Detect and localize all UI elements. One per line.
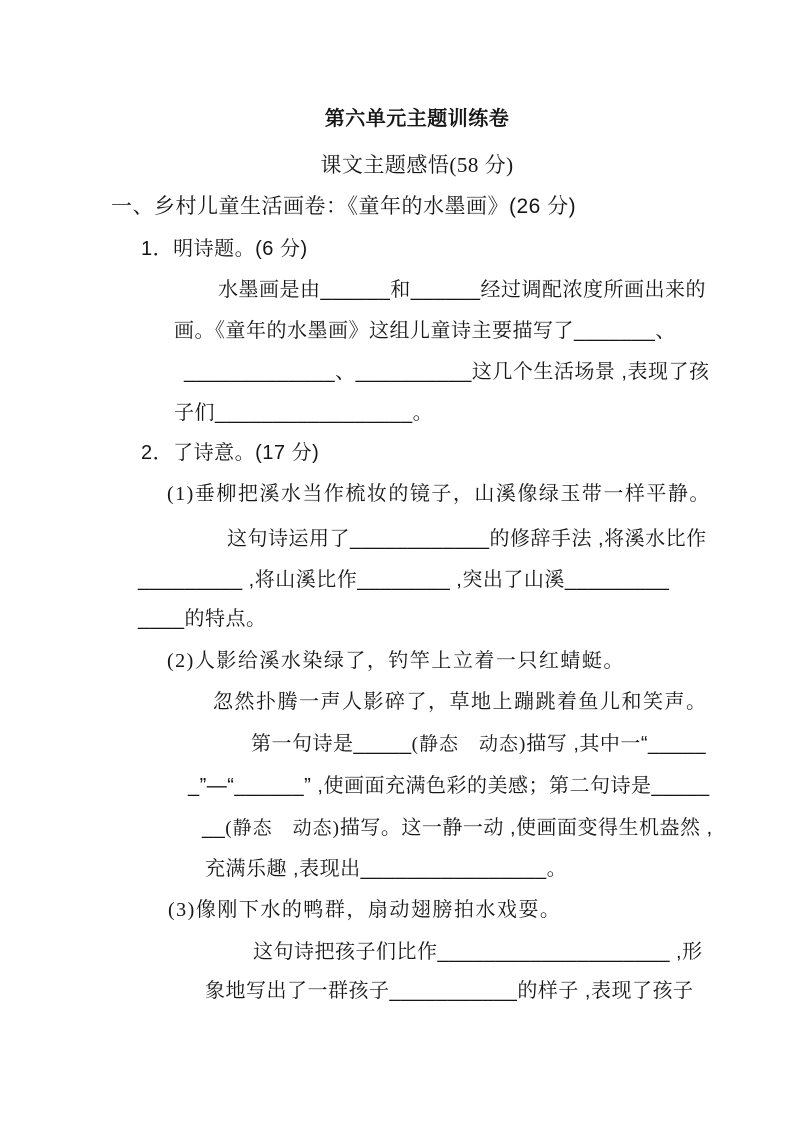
q2-2-poem-2: 忽然扑腾一声人影碎了，草地上蹦跳着鱼儿和笑声。 [213, 691, 708, 713]
q2-2-answer-2: _”—“______” ,使画面充满色彩的美感；第二句诗是_____ [188, 775, 710, 797]
q2-3-answer-2: 象地写出了一群孩子___________的样子 ,表现了孩子 [205, 980, 694, 1002]
q2-1-answer-3: ____的特点。 [138, 608, 267, 630]
q1-label: 1．明诗题。(6 分) [141, 238, 308, 260]
q2-2-answer-3-post: 描写。这一静一动 ,使画面变得生机盎然 , [339, 817, 713, 839]
q2-3-answer-1: 这句诗把孩子们比作____________________ ,形 [253, 941, 703, 963]
q1-line-3: _____________、__________这几个生活场景 ,表现了孩 [184, 361, 710, 383]
doc-title: 第六单元主题训练卷 [324, 108, 510, 130]
q2-2-answer-1-pre: 第一句诗是_____ [251, 733, 412, 755]
q2-2-answer-4: 充满乐趣 ,表现出________________。 [205, 858, 568, 880]
section-heading: 一、乡村儿童生活画卷：《童年的水墨画》(26 分) [111, 195, 577, 218]
q2-2-answer-3-pre: __ [202, 817, 226, 839]
q2-1-answer-2: _________ ,将山溪比作________ ,突出了山溪_________ [138, 569, 670, 591]
q2-2-answer-3-options: (静态 动态) [225, 818, 340, 839]
q2-2-answer-3 [202, 815, 713, 842]
q1-line-2: 画。《童年的水墨画》这组儿童诗主要描写了_______、 [174, 320, 676, 342]
q2-3-poem: (3)像刚下水的鸭群，扇动翅膀拍水戏耍。 [168, 899, 562, 921]
q2-label: 2．了诗意。(17 分) [141, 442, 320, 464]
q2-1-poem: (1)垂柳把溪水当作梳妆的镜子，山溪像绿玉带一样平静。 [167, 483, 711, 505]
q1-line-1: 水墨画是由______和______经过调配浓度所画出来的 [218, 279, 706, 301]
q2-1-answer-1: 这句诗运用了____________的修辞手法 ,将溪水比作 [227, 528, 707, 550]
q2-2-answer-1-options: (静态 动态) [411, 734, 527, 755]
q2-2-answer-1-post: 描写 ,其中一“_____ [526, 733, 707, 755]
doc-subtitle: 课文主题感悟(58 分) [320, 153, 514, 177]
q1-line-4: 子们_________________。 [174, 402, 434, 424]
q2-2-poem-1: (2)人影给溪水染绿了，钓竿上立着一只红蜻蜓。 [167, 650, 625, 672]
q2-2-answer-1 [251, 731, 706, 758]
